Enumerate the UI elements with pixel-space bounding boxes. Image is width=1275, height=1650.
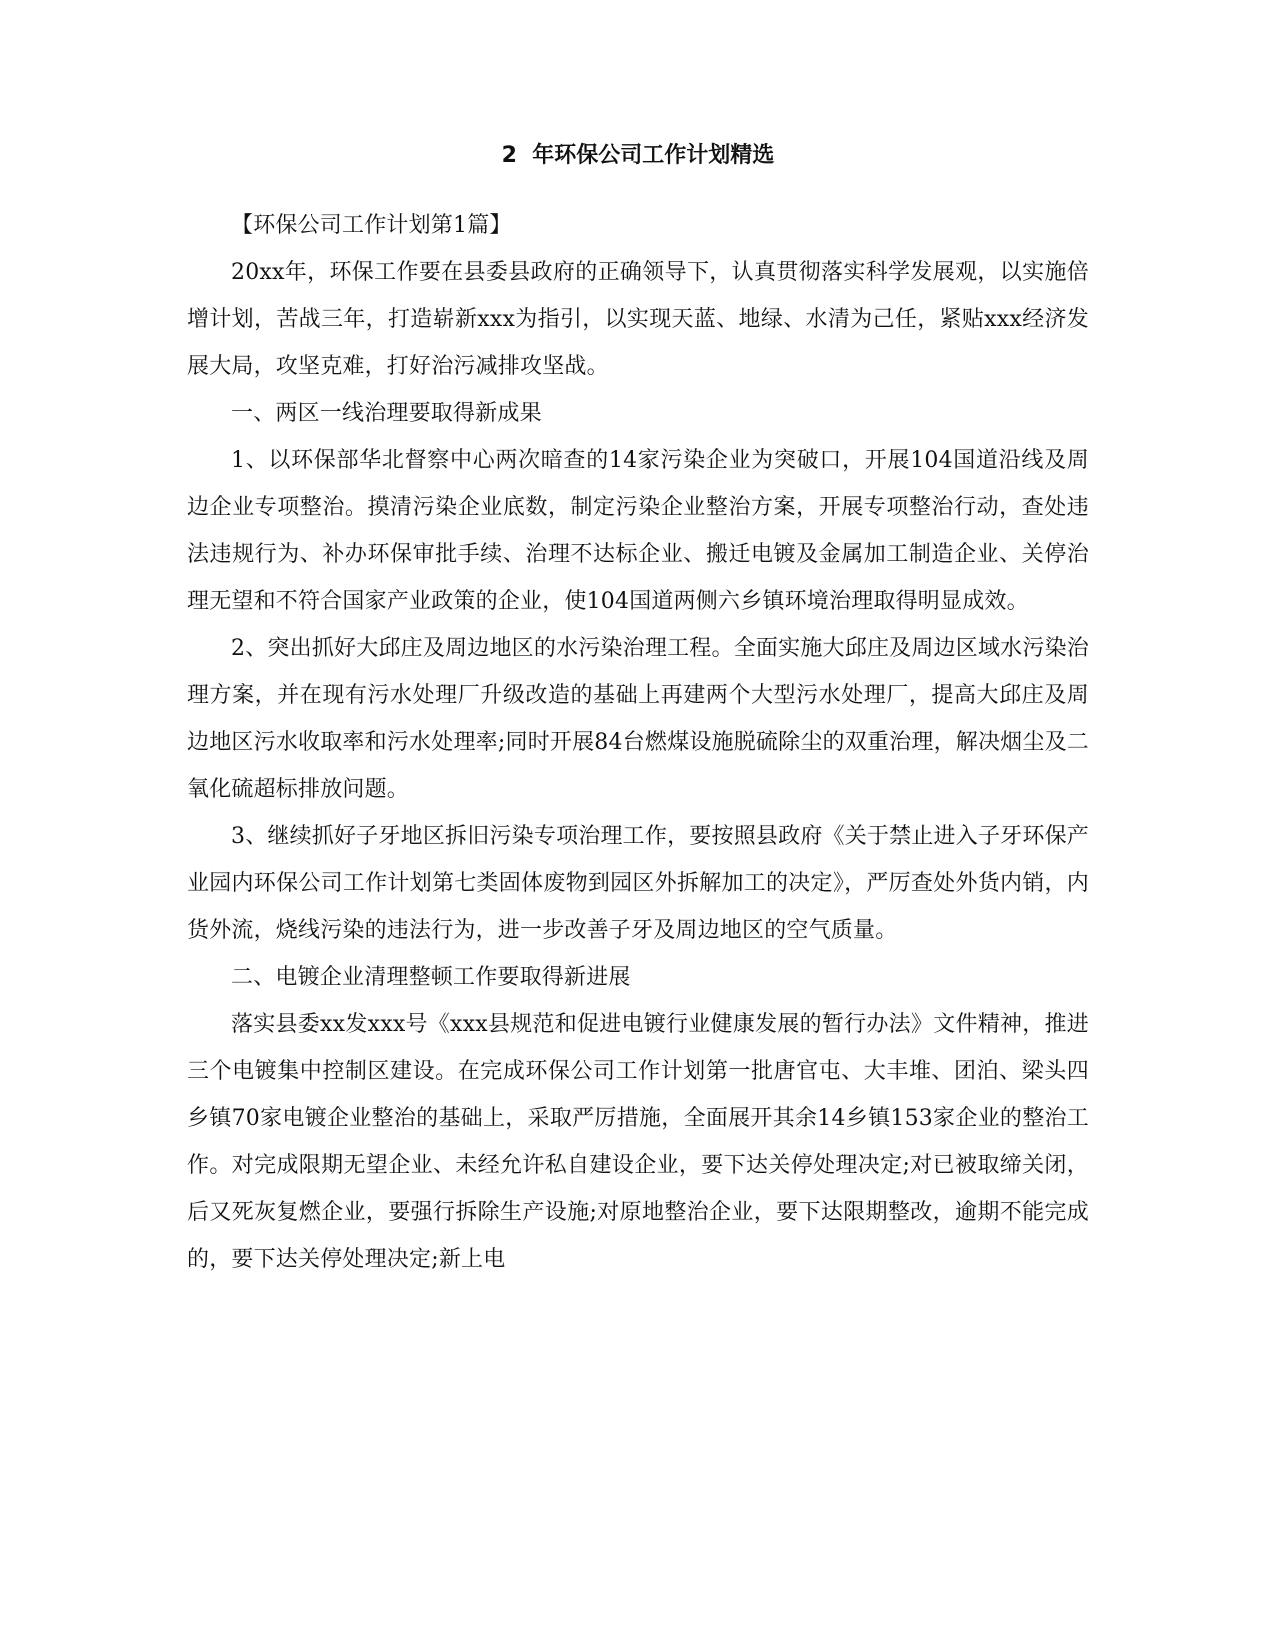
heading-one: 一、两区一线治理要取得新成果 (231, 401, 542, 426)
item-3-paragraph: 3、继续抓好子牙地区拆旧污染专项治理工作，要按照县政府《关于禁止进入子牙环保产业园内环保公司工作计划第七类固体废物到园区外拆解加工的决定》，严厉查处外货内销，内货外流，烧线污染的违法行为，进一步改善子牙及周边地区的空气质量。 (187, 824, 1089, 943)
intro-paragraph: 20xx年，环保工作要在县委县政府的正确领导下，认真贯彻落实科学发展观，以实施倍增计划，苦战三年，打造崭新xxx为指引，以实现天蓝、地绿、水清为己任，紧贴xxx经济发展大局，攻坚克难，打好治污减排攻坚战。 (187, 260, 1089, 379)
document-body (187, 140, 1089, 1283)
section-heading-part1: 【环保公司工作计划第1篇】 (231, 213, 512, 238)
item-2-paragraph: 2、突出抓好大邱庄及周边地区的水污染治理工程。全面实施大邱庄及周边区域水污染治理方案，并在现有污水处理厂升级改造的基础上再建两个大型污水处理厂，提高大邱庄及周边地区污水收取率和污水处理率;同时开展84台燃煤设施脱硫除尘的双重治理，解决烟尘及二氧化硫超标排放问题。 (187, 636, 1089, 802)
electroplating-paragraph: 落实县委xx发xxx号《xxx县规范和促进电镀行业健康发展的暂行办法》文件精神，推进三个电镀集中控制区建设。在完成环保公司工作计划第一批唐官屯、大丰堆、团泊、梁头四乡镇70家电镀企业整治的基础上，采取严厉措施，全面展开其余14乡镇153家企业的整治工作。对完成限期无望企业、未经允许私自建设企业，要下达关停处理决定;对已被取缔关闭，后又死灰复燃企业，要强行拆除生产设施;对原地整治企业，要下达限期整改，逾期不能完成的，要下达关停处理决定;新上电 (187, 1012, 1089, 1272)
document-title: 2 年环保公司工作计划精选 (501, 143, 775, 168)
heading-two: 二、电镀企业清理整顿工作要取得新进展 (231, 965, 631, 990)
item-1-paragraph: 1、以环保部华北督察中心两次暗查的14家污染企业为突破口，开展104国道沿线及周边企业专项整治。摸清污染企业底数，制定污染企业整治方案，开展专项整治行动，查处违法违规行为、补办环保审批手续、治理不达标企业、搬迁电镀及金属加工制造企业、关停治理无望和不符合国家产业政策的企业，使104国道两侧六乡镇环境治理取得明显成效。 (187, 448, 1089, 614)
